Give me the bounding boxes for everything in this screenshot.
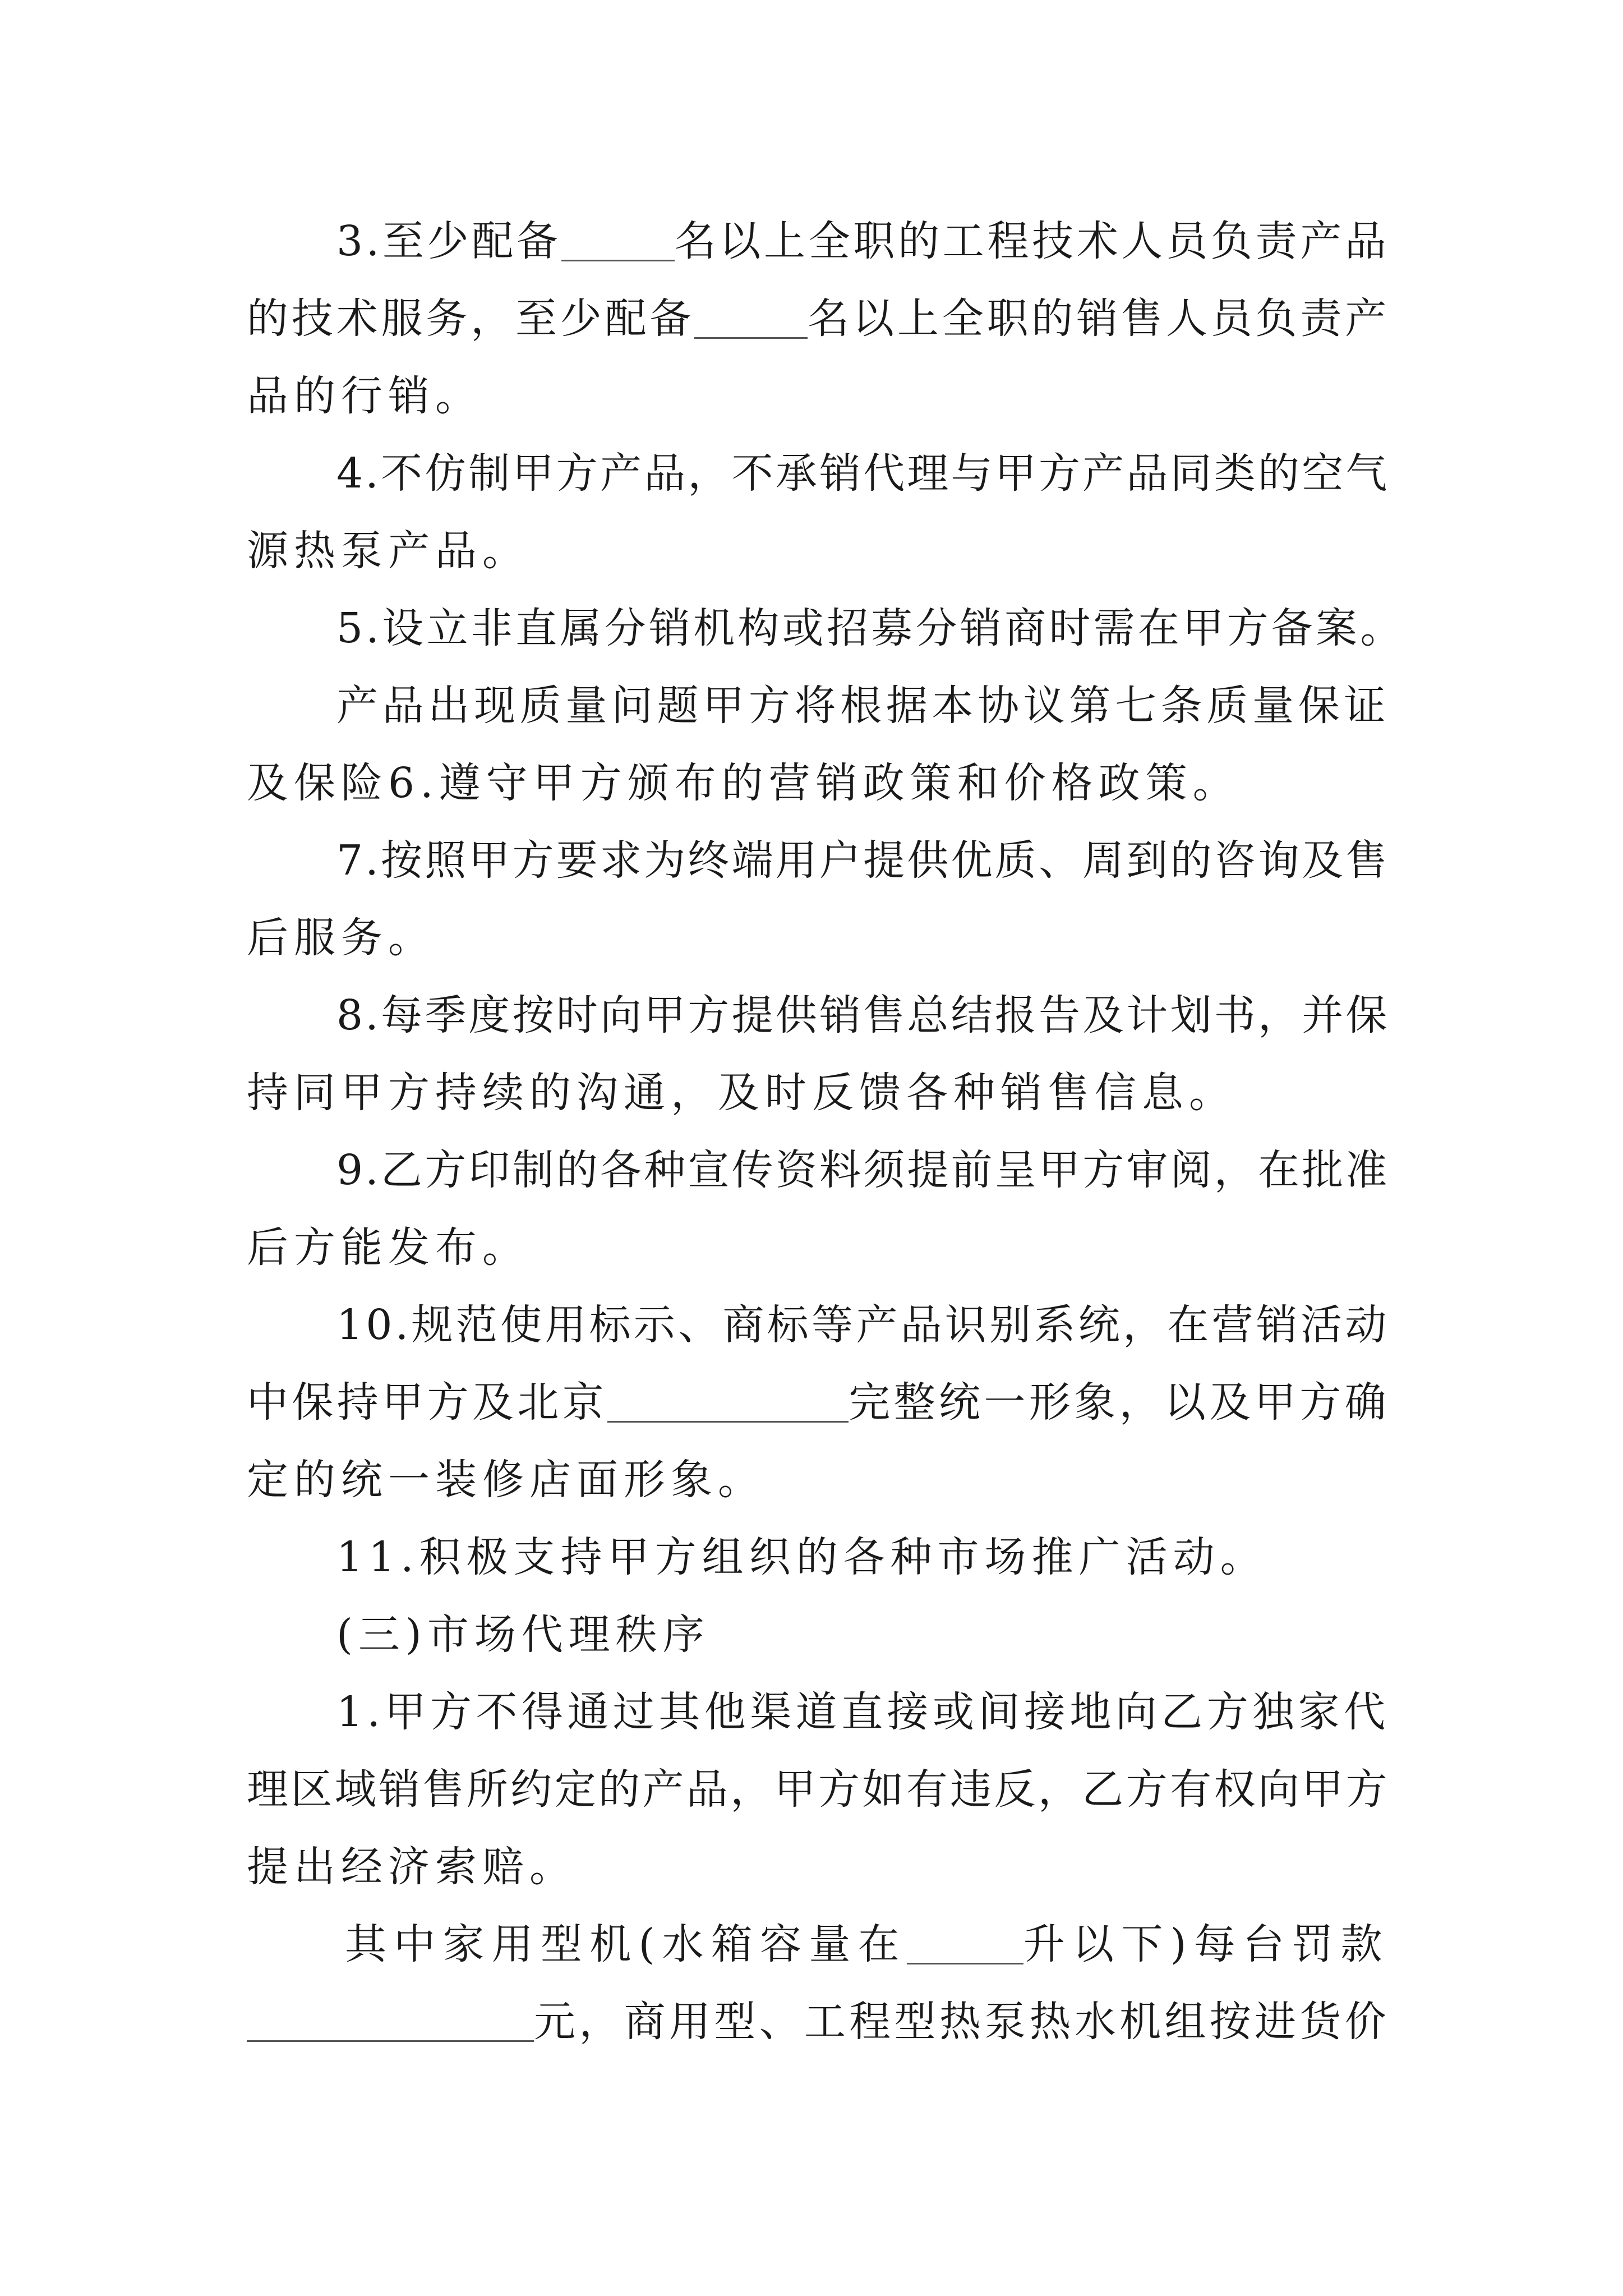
text-segment: 5.设立非直属分销机构或招募分销商时需在甲方备案。 <box>336 604 1405 652</box>
text-segment: 1.甲方不得通过其他渠道直接或间接地向乙方独家代 <box>336 1688 1390 1736</box>
text-line <box>247 904 435 972</box>
fill-in-blank <box>907 1911 1023 1978</box>
text-segment: 名以上全职的销售人员负责产 <box>808 295 1390 343</box>
text-line <box>336 595 1405 662</box>
text-segment: 理区域销售所约定的产品，甲方如有违反，乙方有权向甲方 <box>247 1765 1390 1814</box>
text-line <box>247 1214 529 1281</box>
fill-in-blank <box>561 208 675 275</box>
text-segment: 名以上全职的工程技术人员负责产品 <box>674 217 1390 265</box>
text-segment: 品的行销。 <box>247 372 482 420</box>
text-segment: 4.不仿制甲方产品，不承销代理与甲方产品同类的空气 <box>336 449 1390 498</box>
text-line <box>247 1756 1390 1823</box>
text-line <box>336 672 1390 739</box>
text-segment: 3.至少配备 <box>336 217 561 265</box>
text-segment: 升以下)每台罚款 <box>1023 1920 1390 1968</box>
text-segment: (三)市场代理秩序 <box>336 1611 710 1659</box>
text-line <box>247 1833 577 1901</box>
text-line <box>336 1601 710 1668</box>
text-line <box>247 1988 1390 2055</box>
text-segment: 及保险6.遵守甲方颁布的营销政策和价格政策。 <box>247 759 1240 807</box>
text-segment: 完整统一形象，以及甲方确 <box>849 1378 1390 1427</box>
text-line <box>247 362 482 430</box>
text-line <box>247 285 1390 352</box>
text-segment: 元，商用型、工程型热泵热水机组按进货价 <box>534 1998 1390 2046</box>
text-segment: 中保持甲方及北京 <box>247 1378 608 1427</box>
text-segment: 8.每季度按时向甲方提供销售总结报告及计划书，并保 <box>336 991 1390 1039</box>
fill-in-blank <box>607 1369 849 1436</box>
fill-in-blank <box>694 285 808 352</box>
text-line <box>247 1059 1236 1126</box>
text-segment: 11.积极支持甲方组织的各种市场推广活动。 <box>336 1533 1267 1581</box>
text-segment: 7.按照甲方要求为终端用户提供优质、周到的咨询及售 <box>336 836 1390 885</box>
text-line <box>336 440 1390 507</box>
text-line <box>336 1291 1390 1359</box>
text-segment: 其中家用型机(水箱容量在 <box>345 1920 907 1968</box>
text-line <box>247 749 1240 817</box>
text-line <box>336 1678 1390 1746</box>
text-segment: 持同甲方持续的沟通，及时反馈各种销售信息。 <box>247 1069 1236 1117</box>
text-segment: 后服务。 <box>247 914 435 962</box>
text-line <box>336 827 1390 894</box>
text-line <box>336 1137 1390 1204</box>
text-line <box>247 1369 1390 1436</box>
text-line <box>336 982 1390 1049</box>
text-segment: 10.规范使用标示、商标等产品识别系统，在营销活动 <box>336 1301 1390 1349</box>
text-line <box>247 517 529 585</box>
text-segment: 定的统一装修店面形象。 <box>247 1456 765 1504</box>
text-segment: 产品出现质量问题甲方将根据本协议第七条质量保证 <box>336 682 1390 730</box>
text-line <box>336 1524 1267 1591</box>
text-segment: 后方能发布。 <box>247 1223 529 1272</box>
text-segment: 源热泵产品。 <box>247 527 529 575</box>
text-line <box>336 208 1390 275</box>
text-line <box>345 1911 1390 1978</box>
text-line <box>247 1446 765 1513</box>
text-segment: 9.乙方印制的各种宣传资料须提前呈甲方审阅，在批准 <box>336 1146 1390 1194</box>
text-segment: 的技术服务，至少配备 <box>247 295 695 343</box>
fill-in-blank <box>247 1988 534 2055</box>
text-segment: 提出经济索赔。 <box>247 1843 577 1891</box>
